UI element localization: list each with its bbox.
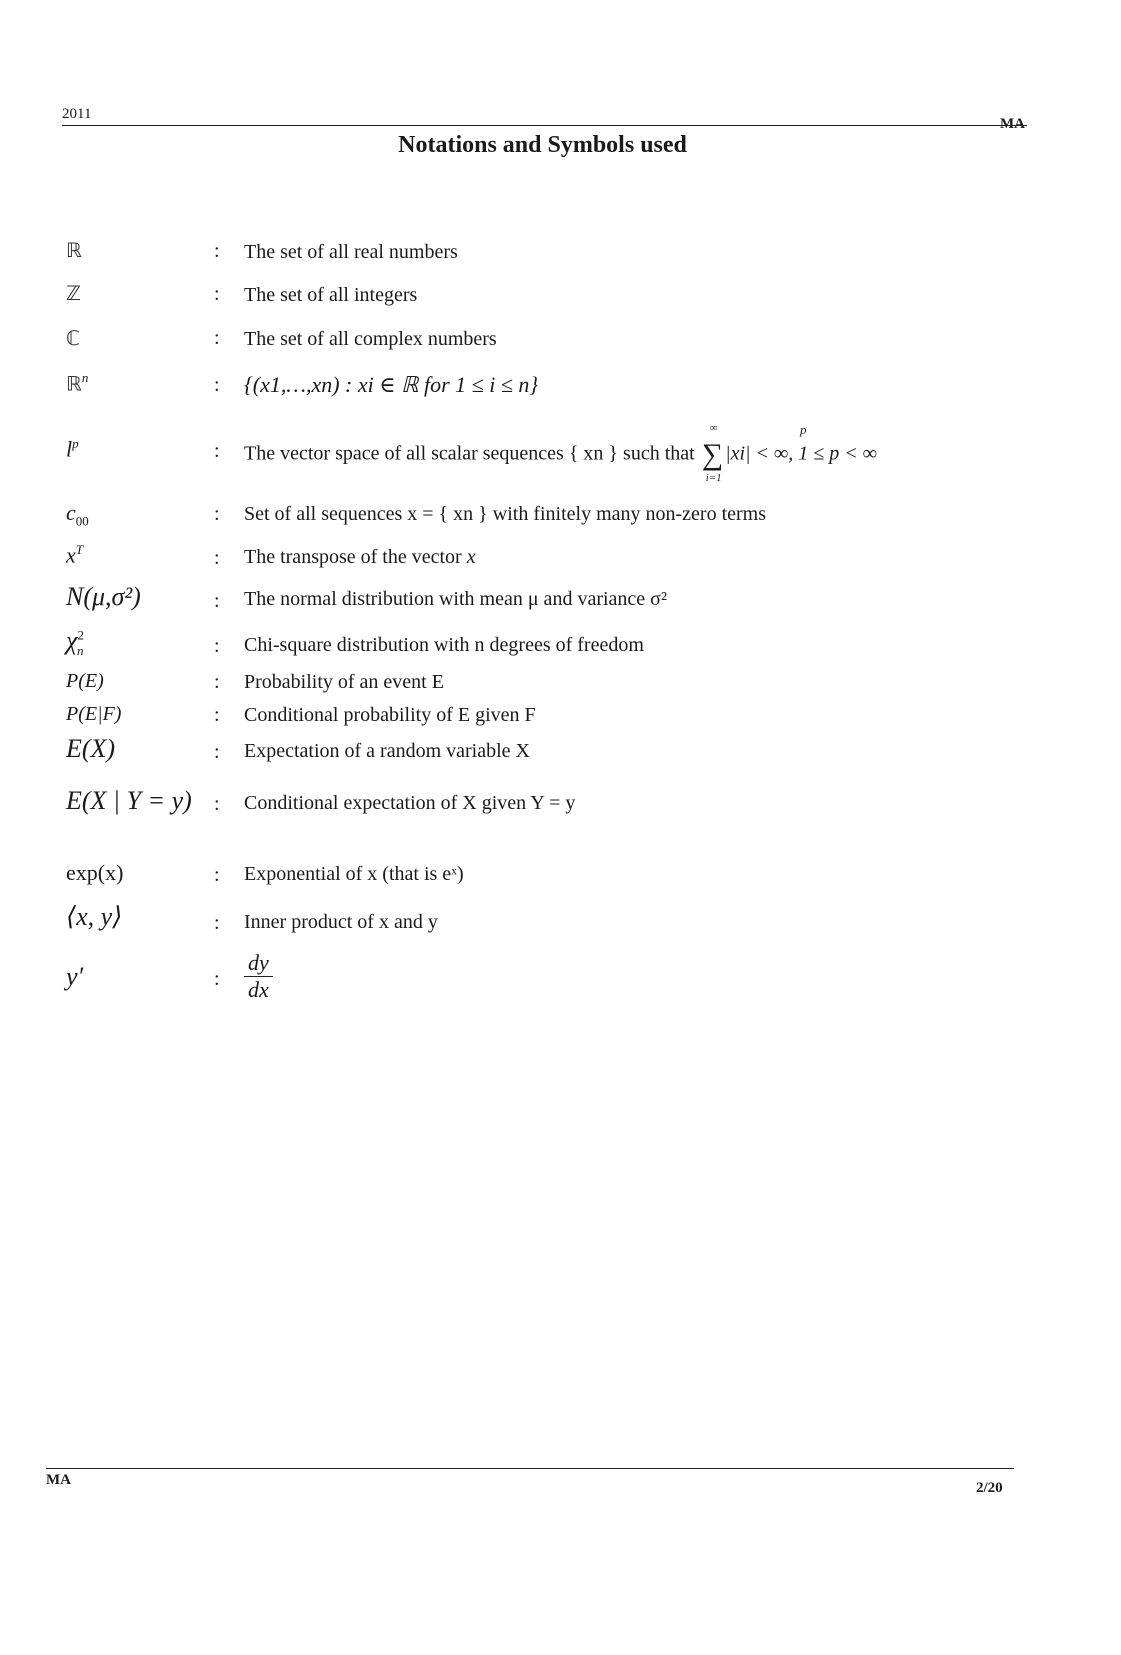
description-reals: The set of all real numbers [244,241,458,263]
description-transpose: The transpose of the vector x [244,546,476,568]
symbol-lp: $l^p$ [66,436,79,462]
description-chi-square: Chi-square distribution with n degrees of freedom [244,634,644,656]
header-paper-code: MA [1000,116,1025,132]
symbol-transpose: $x^T$ [66,542,83,568]
symbol-integers: ℤ [66,281,81,305]
symbol-rn: ℝ$^n$ [66,370,89,396]
symbol-probability: P(E) [66,670,104,692]
symbol-expectation: E(X) [66,734,116,763]
colon: : [214,635,220,657]
description-normal: The normal distribution with mean μ and variance σ² [244,588,667,610]
derivative-fraction: $\frac{dy}{dx}$ [244,950,273,1003]
colon: : [214,327,220,349]
symbol-reals: ℝ [66,238,82,262]
footer-rule [46,1468,1014,1469]
colon: : [214,283,220,305]
symbol-c00: $c_{00}$ [66,500,89,529]
symbol-complex: ℂ [66,326,80,350]
colon: : [214,704,220,726]
description-probability: Probability of an event E [244,671,444,693]
summation-symbol: ∑ ∞ i=1 [701,422,724,484]
symbol-conditional-expectation: E(X | Y = y) [66,786,192,815]
page-number: 2/20 [976,1480,1003,1496]
colon: : [214,793,220,815]
symbol-conditional-probability: P(E|F) [66,703,122,725]
description-complex: The set of all complex numbers [244,328,497,350]
colon: : [214,912,220,934]
colon: : [214,440,220,462]
description-derivative [244,950,273,1003]
colon: : [214,503,220,525]
footer-paper-code: MA [46,1472,71,1488]
page-title: Notations and Symbols used [398,132,687,158]
description-exponential: Exponential of x (that is eˣ) [244,863,464,885]
header-rule [62,125,1027,126]
colon: : [214,864,220,886]
colon: : [214,240,220,262]
colon: : [214,374,220,396]
colon: : [214,590,220,612]
symbol-chi-square: $\chi^2_n$ [66,626,84,659]
colon: : [214,741,220,763]
description-integers: The set of all integers [244,284,418,306]
description-conditional-probability: Conditional probability of E given F [244,704,536,726]
colon: : [214,547,220,569]
symbol-normal: N(μ,σ²) [66,582,141,611]
header-year: 2011 [62,106,92,122]
description-inner-product: Inner product of x and y [244,911,438,933]
symbol-inner-product: ⟨x, y⟩ [66,902,123,931]
symbol-derivative: y′ [66,962,84,991]
colon: : [214,671,220,693]
description-rn: {(x1,…,xn) : xi ∈ ℝ for 1 ≤ i ≤ n} [244,372,539,397]
description-c00: Set of all sequences x = { xn } with finitely many non-zero terms [244,503,767,525]
symbol-exponential: exp(x) [66,860,124,885]
description-conditional-expectation: Conditional expectation of X given Y = y [244,792,576,814]
description-lp: The vector space of all scalar sequences { xn } such that ∑ ∞ i=1 |xi| < ∞, 1 ≤ p < ∞ p [244,422,877,484]
description-expectation: Expectation of a random variable X [244,740,530,762]
colon: : [214,968,220,990]
